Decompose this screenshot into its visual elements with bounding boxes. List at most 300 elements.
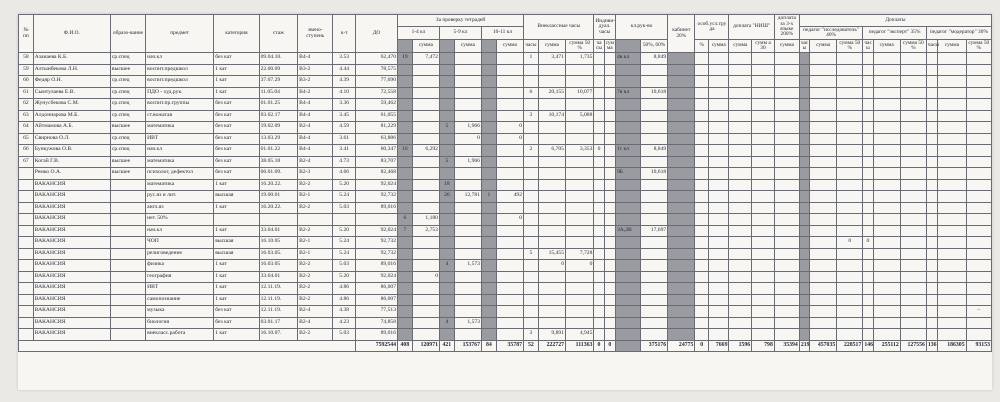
cell-empty	[837, 329, 863, 341]
cell-vh: 1	[524, 53, 539, 65]
cell-empty	[729, 76, 752, 88]
cell-empty	[873, 53, 900, 65]
cell-s2	[454, 283, 481, 295]
scanned-sheet	[18, 14, 992, 390]
cell-vs: 0	[538, 260, 565, 272]
cell-h2	[439, 329, 454, 341]
cell-empty	[938, 110, 966, 122]
cell-empty	[837, 248, 863, 260]
cell-empty	[873, 329, 900, 341]
cell-empty	[752, 133, 775, 145]
cell-kt: 3.41	[333, 145, 356, 157]
cell-edu	[110, 214, 145, 226]
cell-exp	[259, 214, 298, 226]
cell-empty	[752, 225, 775, 237]
cell-cl	[615, 271, 640, 283]
cell-do: 74,858	[356, 317, 398, 329]
cell-s1: 0	[412, 271, 439, 283]
cell-empty	[668, 248, 695, 260]
cell-s3	[496, 306, 523, 318]
cell-cat: 1 кат	[214, 294, 259, 306]
cell-empty	[873, 110, 900, 122]
cell-empty	[709, 156, 729, 168]
cell-ih	[594, 133, 604, 145]
cell-empty	[966, 99, 991, 111]
cell-h3	[481, 156, 496, 168]
cell-vh	[524, 283, 539, 295]
cell-empty	[752, 179, 775, 191]
cell-empty	[966, 64, 991, 76]
cell-empty	[966, 122, 991, 134]
cell-v50: 5,088	[566, 110, 594, 122]
cell-name: Азанаева К.Б.	[33, 53, 110, 65]
cell-cls	[640, 271, 667, 283]
cell-empty	[900, 191, 926, 203]
cell-empty	[837, 191, 863, 203]
cell-empty	[729, 64, 752, 76]
cell-empty	[774, 145, 799, 157]
cell-cls: 10,618	[640, 168, 667, 180]
cell-exp: 37.07.29	[259, 76, 298, 88]
cell-h1	[398, 306, 413, 318]
cell-exp: 16.10.05	[259, 237, 298, 249]
cell-exp: 19.02.09	[259, 122, 298, 134]
cell-subj: воспит.пр.группы	[146, 99, 214, 111]
cell-empty	[810, 191, 837, 203]
cell-empty	[729, 237, 752, 249]
cell-empty	[729, 225, 752, 237]
cell-empty	[926, 317, 937, 329]
total-r2: 457035	[810, 340, 837, 352]
col-kaz-lang: доплата за 3-х языке 200%	[774, 15, 799, 40]
col-special-pct: %	[695, 40, 709, 53]
cell-empty	[966, 225, 991, 237]
cell-empty	[774, 317, 799, 329]
cell-empty	[900, 294, 926, 306]
cell-empty	[926, 110, 937, 122]
cell-s2: 0	[454, 133, 481, 145]
cell-empty	[729, 306, 752, 318]
cell-subj: математика	[146, 156, 214, 168]
cell-edu: высшее	[110, 156, 145, 168]
cell-h2	[439, 225, 454, 237]
cell-h3	[481, 110, 496, 122]
cell-s3	[496, 145, 523, 157]
cell-cl	[615, 133, 640, 145]
cell-edu	[110, 283, 145, 295]
cell-empty	[729, 283, 752, 295]
cell-grade: В4-4	[298, 145, 333, 157]
cell-cat: высшая	[214, 248, 259, 260]
cell-empty	[900, 168, 926, 180]
cell-h2	[439, 87, 454, 99]
cell-h3	[481, 179, 496, 191]
cell-exp: 16.10.07.	[259, 329, 298, 341]
cell-empty	[863, 294, 873, 306]
total-do: 7592544	[356, 340, 398, 352]
cell-empty	[695, 76, 709, 88]
cell-empty	[799, 122, 809, 134]
cell-cl	[615, 99, 640, 111]
cell-empty	[752, 294, 775, 306]
cell-empty	[900, 133, 926, 145]
cell-s1: 1,180	[412, 214, 439, 226]
cell-empty	[837, 168, 863, 180]
cell-empty	[695, 87, 709, 99]
cell-s3: 0	[496, 214, 523, 226]
cell-do: 77,513	[356, 306, 398, 318]
cell-h3	[481, 317, 496, 329]
cell-empty	[752, 76, 775, 88]
cell-kt: 4.39	[333, 76, 356, 88]
cell-empty	[799, 87, 809, 99]
cell-s3	[496, 110, 523, 122]
cell-empty	[837, 306, 863, 318]
cell-v50: 4,945	[566, 329, 594, 341]
cell-kt: 4.86	[333, 294, 356, 306]
cell-vs	[538, 122, 565, 134]
cell-empty	[709, 145, 729, 157]
cell-n	[19, 225, 34, 237]
cell-grade: В3-2	[298, 64, 333, 76]
cell-vh	[524, 191, 539, 203]
cell-empty	[810, 225, 837, 237]
cell-empty	[695, 53, 709, 65]
cell-kt: 4.23	[333, 317, 356, 329]
table-row	[19, 225, 992, 237]
cell-v50	[566, 179, 594, 191]
cell-empty	[837, 76, 863, 88]
cell-vh	[524, 168, 539, 180]
cell-cat: 1 кат	[214, 76, 259, 88]
cell-cl	[615, 283, 640, 295]
total-v50: 111363	[566, 340, 594, 352]
cell-exp: 16.03.05	[259, 260, 298, 272]
cell-grade: В2-1	[298, 191, 333, 203]
cell-vh	[524, 64, 539, 76]
cell-empty	[709, 191, 729, 203]
cell-v50	[566, 306, 594, 318]
cell-ih	[594, 53, 604, 65]
cell-empty	[863, 76, 873, 88]
cell-s2	[454, 76, 481, 88]
cell-s2	[454, 306, 481, 318]
cell-n	[19, 214, 34, 226]
total-nish2: 798	[752, 340, 775, 352]
cell-h1	[398, 156, 413, 168]
cell-empty	[837, 53, 863, 65]
cell-is	[604, 191, 615, 203]
cell-empty	[799, 133, 809, 145]
cell-ih	[594, 248, 604, 260]
cell-empty	[799, 283, 809, 295]
cell-empty	[774, 260, 799, 272]
cell-h2	[439, 214, 454, 226]
cell-empty	[900, 202, 926, 214]
cell-empty	[938, 168, 966, 180]
cell-empty	[729, 110, 752, 122]
cell-empty	[729, 156, 752, 168]
cell-h3	[481, 214, 496, 226]
cell-v50	[566, 156, 594, 168]
cell-exp: 11.05.04	[259, 87, 298, 99]
cell-cl	[615, 294, 640, 306]
cell-do: 82,468	[356, 168, 398, 180]
cell-is	[604, 260, 615, 272]
cell-do: 63,886	[356, 133, 398, 145]
col-special-sum: сумма	[709, 40, 729, 53]
cell-empty	[709, 294, 729, 306]
cell-s1	[412, 202, 439, 214]
cell-do: 77,690	[356, 76, 398, 88]
col-lead-class	[615, 40, 640, 53]
cell-empty	[837, 179, 863, 191]
cell-empty	[966, 87, 991, 99]
col-group-allowances: Доплаты	[799, 15, 991, 27]
cell-n: 60	[19, 76, 34, 88]
cell-do: 89,016	[356, 329, 398, 341]
cell-cat: без кат	[214, 110, 259, 122]
cell-v50	[566, 133, 594, 145]
cell-grade: В4-2	[298, 87, 333, 99]
cell-s1	[412, 87, 439, 99]
cell-empty	[837, 225, 863, 237]
cell-empty	[966, 145, 991, 157]
cell-empty	[926, 271, 937, 283]
col-extracurricular: Внеклассные часы	[524, 15, 594, 40]
cell-h2: 18	[439, 179, 454, 191]
cell-h2	[439, 294, 454, 306]
cell-cl: 4в кл	[615, 53, 640, 65]
cell-empty	[863, 191, 873, 203]
cell-empty	[695, 225, 709, 237]
cell-empty	[837, 271, 863, 283]
cell-is	[604, 110, 615, 122]
cell-name: ВАКАНСИЯ	[33, 179, 110, 191]
cell-empty	[695, 179, 709, 191]
cell-empty	[799, 214, 809, 226]
cell-name: Бункужова О.В.	[33, 145, 110, 157]
cell-empty	[729, 53, 752, 65]
cell-cat: 1 кат	[214, 64, 259, 76]
cell-vh	[524, 237, 539, 249]
cell-v50: 7,728	[566, 248, 594, 260]
cell-s1	[412, 133, 439, 145]
cell-empty	[938, 248, 966, 260]
cell-ih	[594, 168, 604, 180]
table-row	[19, 64, 992, 76]
cell-n: 63	[19, 110, 34, 122]
cell-n: 64	[19, 122, 34, 134]
cell-empty	[837, 294, 863, 306]
cell-exp: 33.04.01	[259, 271, 298, 283]
cell-n	[19, 294, 34, 306]
cell-empty	[966, 110, 991, 122]
cell-s2	[454, 168, 481, 180]
cell-empty	[966, 202, 991, 214]
cell-h1	[398, 191, 413, 203]
cell-cls	[640, 202, 667, 214]
cell-cl	[615, 214, 640, 226]
cell-h3	[481, 237, 496, 249]
cell-empty	[837, 317, 863, 329]
table-row	[19, 191, 992, 203]
cell-ih	[594, 110, 604, 122]
cell-h2: 26	[439, 191, 454, 203]
cell-vs: 15,455	[538, 248, 565, 260]
cell-edu: ср.спец	[110, 87, 145, 99]
cell-empty	[752, 306, 775, 318]
cell-cls	[640, 248, 667, 260]
cell-empty	[774, 179, 799, 191]
total-nish1: 1596	[729, 340, 752, 352]
cell-empty	[709, 64, 729, 76]
cell-name: ВАКАНСИЯ	[33, 294, 110, 306]
cell-subj: ПДО - худ.рук.	[146, 87, 214, 99]
cell-s1	[412, 179, 439, 191]
cell-empty	[709, 168, 729, 180]
cell-empty	[752, 237, 775, 249]
cell-empty	[900, 99, 926, 111]
col-g1011: 10-11 кл	[481, 27, 523, 40]
cell-kt: 3.53	[333, 53, 356, 65]
cell-empty	[873, 168, 900, 180]
col-mod-sum: сумма	[938, 40, 966, 53]
cell-empty	[799, 99, 809, 111]
cell-empty	[863, 306, 873, 318]
cell-empty	[863, 202, 873, 214]
cell-empty	[799, 317, 809, 329]
cell-empty	[695, 110, 709, 122]
cell-h2	[439, 145, 454, 157]
cell-subj: воспит.предшкол	[146, 76, 214, 88]
cell-h3	[481, 133, 496, 145]
cell-subj: ИВТ	[146, 283, 214, 295]
cell-vh	[524, 225, 539, 237]
cell-s3: 492	[496, 191, 523, 203]
cell-subj: нач.кл	[146, 225, 214, 237]
cell-kt: 4.86	[333, 283, 356, 295]
cell-empty	[752, 271, 775, 283]
cell-grade: В3-2	[298, 76, 333, 88]
cell-name: ВАКАНСИЯ	[33, 202, 110, 214]
cell-empty	[900, 260, 926, 272]
cell-empty	[668, 122, 695, 134]
cell-empty	[938, 133, 966, 145]
cell-vs	[538, 306, 565, 318]
cell-is	[604, 156, 615, 168]
cell-empty	[752, 110, 775, 122]
cell-empty	[938, 237, 966, 249]
cell-empty	[799, 225, 809, 237]
total-cls: 375176	[640, 340, 667, 352]
cell-vs: 9,891	[538, 329, 565, 341]
cell-name: Алтынбекова Л.Н.	[33, 64, 110, 76]
cell-empty	[810, 317, 837, 329]
cell-s3	[496, 283, 523, 295]
table-row	[19, 87, 992, 99]
cell-subj: ЧОП	[146, 237, 214, 249]
cell-empty	[966, 283, 991, 295]
cell-empty	[900, 110, 926, 122]
cell-v50	[566, 214, 594, 226]
cell-h3	[481, 122, 496, 134]
cell-grade: В2-4	[298, 122, 333, 134]
cell-empty	[709, 76, 729, 88]
cell-cls	[640, 283, 667, 295]
cell-s1	[412, 122, 439, 134]
cell-exp: 22.00.09	[259, 64, 298, 76]
cell-name: ВАКАНСИЯ	[33, 260, 110, 272]
col-g1011-hours	[481, 40, 496, 53]
cell-h2	[439, 99, 454, 111]
cell-empty	[668, 87, 695, 99]
cell-ih	[594, 260, 604, 272]
cell-s3	[496, 202, 523, 214]
cell-cl	[615, 110, 640, 122]
cell-n: 62	[19, 99, 34, 111]
cell-empty	[837, 283, 863, 295]
col-extra-hours: часы	[524, 40, 539, 53]
cell-h2	[439, 248, 454, 260]
cell-cl	[615, 329, 640, 341]
cell-ih	[594, 294, 604, 306]
cell-subj: нач.кл	[146, 145, 214, 157]
cell-edu	[110, 202, 145, 214]
cell-empty	[938, 156, 966, 168]
cell-is	[604, 214, 615, 226]
cell-kt: 4.10	[333, 87, 356, 99]
cell-name: ВАКАНСИЯ	[33, 237, 110, 249]
cell-subj: биология	[146, 317, 214, 329]
cell-ih	[594, 214, 604, 226]
cell-empty	[799, 53, 809, 65]
cell-s1	[412, 283, 439, 295]
cell-empty	[799, 168, 809, 180]
cell-cls	[640, 122, 667, 134]
cell-s1: 7,472	[412, 53, 439, 65]
cell-s3	[496, 64, 523, 76]
cell-vs	[538, 76, 565, 88]
cell-n: 61	[19, 87, 34, 99]
table-row	[19, 202, 992, 214]
cell-empty	[810, 214, 837, 226]
cell-n: 59	[19, 64, 34, 76]
cell-edu	[110, 191, 145, 203]
col-cabinet: кабинет 20%	[668, 15, 695, 53]
cell-empty	[900, 122, 926, 134]
cell-empty	[774, 122, 799, 134]
cell-vs	[538, 225, 565, 237]
cell-h2	[439, 53, 454, 65]
cell-name: ВАКАНСИЯ	[33, 317, 110, 329]
cell-cl	[615, 260, 640, 272]
cell-empty	[752, 53, 775, 65]
cell-empty	[799, 110, 809, 122]
cell-is	[604, 202, 615, 214]
cell-empty	[926, 99, 937, 111]
total-vs: 222727	[538, 340, 565, 352]
cell-s1	[412, 248, 439, 260]
cell-edu	[110, 306, 145, 318]
cell-is	[604, 329, 615, 341]
col-g59: 5-9 кл	[439, 27, 481, 40]
cell-empty	[873, 202, 900, 214]
col-subject: предмет	[146, 15, 214, 53]
cell-empty	[799, 271, 809, 283]
cell-empty	[810, 260, 837, 272]
cell-s3	[496, 248, 523, 260]
